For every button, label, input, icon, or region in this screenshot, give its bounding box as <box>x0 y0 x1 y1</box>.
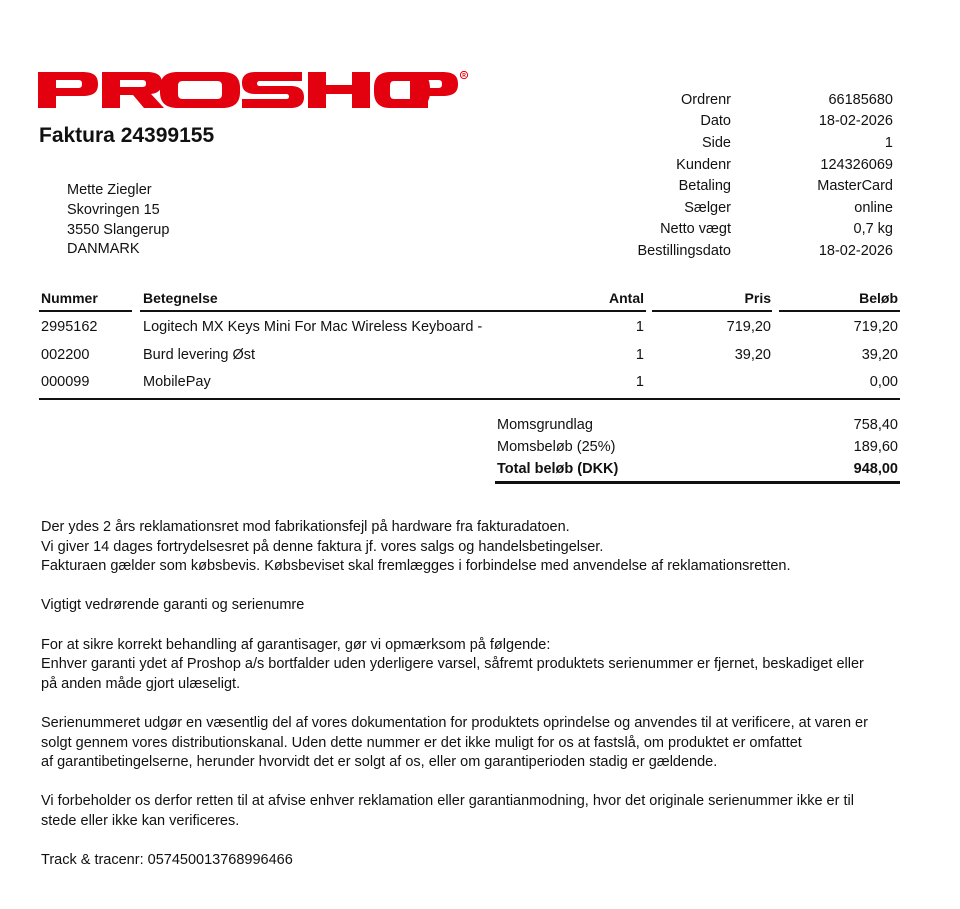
cell-quantity: 1 <box>635 346 644 363</box>
meta-value: 18-02-2026 <box>818 242 893 259</box>
customer-street: Skovringen 15 <box>67 201 160 218</box>
terms-line: Fakturaen gælder som købsbevis. Købsbeviset skal fremlægges i forbindelse med anvendelse af reklamationsretten. <box>41 558 791 575</box>
cell-amount: 719,20 <box>853 319 898 335</box>
terms-line: solgt gennem vores distributionskanal. Uden dette nummer er det ikke muligt for os at fastslå, om produktet er omfattet <box>41 734 802 751</box>
line-items-table <box>39 288 900 400</box>
meta-value: 66185680 <box>828 91 893 108</box>
cell-description: Logitech MX Keys Mini For Mac Wireless Keyboard - <box>143 319 483 335</box>
cell-description: MobilePay <box>143 374 211 390</box>
terms-line: af garantibetingelserne, herunder hvorvidt det er solgt af os, eller om garantiperioden stadig er gældende. <box>41 754 718 771</box>
terms-paragraph-rejection <box>41 792 911 831</box>
meta-customer-number <box>600 154 893 176</box>
cell-price: 719,20 <box>726 319 771 335</box>
table-row <box>39 312 900 340</box>
header-quantity: Antal <box>609 290 644 306</box>
header-price: Pris <box>744 290 771 306</box>
terms-paragraph-guarantee <box>41 636 911 695</box>
tracking-number <box>41 851 911 871</box>
terms-line: stede eller ikke kan verificeres. <box>41 812 240 829</box>
cell-description: Burd levering Øst <box>143 346 256 363</box>
vat-base-row <box>495 414 900 436</box>
meta-label: Dato <box>700 113 731 130</box>
meta-value: MasterCard <box>817 178 893 195</box>
meta-value: 0,7 kg <box>853 221 893 238</box>
terms-paragraph-heading <box>41 596 911 616</box>
cell-quantity: 1 <box>635 319 644 335</box>
logo-last-letter <box>410 72 458 108</box>
meta-label: Bestillingsdato <box>637 242 731 259</box>
registered-mark-r: R <box>462 73 466 79</box>
meta-payment <box>600 175 893 197</box>
cell-amount: 39,20 <box>861 346 898 363</box>
meta-date <box>600 111 893 133</box>
terms-line: Vigtigt vedrørende garanti og serienumre <box>41 597 305 614</box>
customer-city: 3550 Slangerup <box>67 221 170 238</box>
meta-value: 18-02-2026 <box>818 113 893 130</box>
vat-amount-value: 189,60 <box>853 439 898 455</box>
total-rule <box>495 481 900 484</box>
cell-amount: 0,00 <box>869 374 898 390</box>
terms-line: For at sikre korrekt behandling af garantisager, gør vi opmærksom på følgende: <box>41 636 551 653</box>
vat-amount-label: Momsbeløb (25%) <box>497 439 616 455</box>
table-bottom-rule <box>39 398 900 400</box>
terms-line: Serienummeret udgør en væsentlig del af vores dokumentation for produktets oprindelse og anvendes til at verificere, at varen er <box>41 714 868 731</box>
meta-page <box>600 132 893 154</box>
meta-label: Sælger <box>684 199 731 216</box>
customer-country: DANMARK <box>67 241 140 258</box>
table-header <box>39 288 900 312</box>
customer-address <box>67 181 169 260</box>
total-row <box>495 458 900 480</box>
meta-label: Kundenr <box>676 156 731 173</box>
total-label: Total beløb (DKK) <box>497 461 619 477</box>
meta-label: Netto vægt <box>660 221 731 238</box>
terms-line: Enhver garanti ydet af Proshop a/s bortfalder uden yderligere varsel, såfremt produktets serienummer er fjernet, beskadiget eller <box>41 656 864 673</box>
table-row <box>39 340 900 368</box>
meta-label: Betaling <box>678 178 731 195</box>
meta-label: Ordrenr <box>681 91 731 108</box>
vat-amount-row <box>495 436 900 458</box>
cell-number: 002200 <box>41 346 90 363</box>
meta-label: Side <box>701 134 731 151</box>
meta-order-number <box>600 89 893 111</box>
meta-value: online <box>854 199 893 216</box>
invoice-meta <box>600 89 893 262</box>
proshop-logo <box>38 70 470 110</box>
cell-price: 39,20 <box>734 346 771 363</box>
meta-seller <box>600 197 893 219</box>
terms-paragraph-serial <box>41 714 911 773</box>
invoice-title: Faktura 24399155 <box>39 124 215 147</box>
terms-paragraph-warranty <box>41 518 911 577</box>
customer-name: Mette Ziegler <box>67 182 152 198</box>
terms-line: Vi forbeholder os derfor retten til at afvise enhver reklamation eller garantianmodning, hvor det originale serienummer ikke er til <box>41 793 854 810</box>
tracking-text: Track & tracenr: 057450013768996466 <box>41 852 293 869</box>
cell-number: 000099 <box>41 374 90 390</box>
header-number: Nummer <box>41 290 98 306</box>
total-value: 948,00 <box>853 461 898 477</box>
meta-value: 124326069 <box>820 156 893 173</box>
table-body <box>39 312 900 395</box>
vat-base-value: 758,40 <box>853 417 898 433</box>
cell-number: 2995162 <box>41 319 98 335</box>
meta-order-date <box>600 240 893 262</box>
proshop-logo-mark <box>38 70 470 110</box>
meta-value: 1 <box>884 134 893 151</box>
table-row <box>39 367 900 395</box>
terms-text <box>41 518 911 890</box>
terms-line: Vi giver 14 dages fortrydelsesret på denne faktura jf. vores salgs og handelsbetingelser. <box>41 538 604 555</box>
meta-net-weight <box>600 219 893 241</box>
header-description: Betegnelse <box>143 290 218 306</box>
logo-letters <box>38 72 430 108</box>
cell-quantity: 1 <box>635 374 644 390</box>
totals-block <box>495 414 900 484</box>
terms-line: Der ydes 2 års reklamationsret mod fabrikationsfejl på hardware fra fakturadatoen. <box>41 519 570 535</box>
header-amount: Beløb <box>859 290 898 306</box>
vat-base-label: Momsgrundlag <box>497 417 593 433</box>
terms-line: på anden måde gjort ulæseligt. <box>41 675 241 692</box>
